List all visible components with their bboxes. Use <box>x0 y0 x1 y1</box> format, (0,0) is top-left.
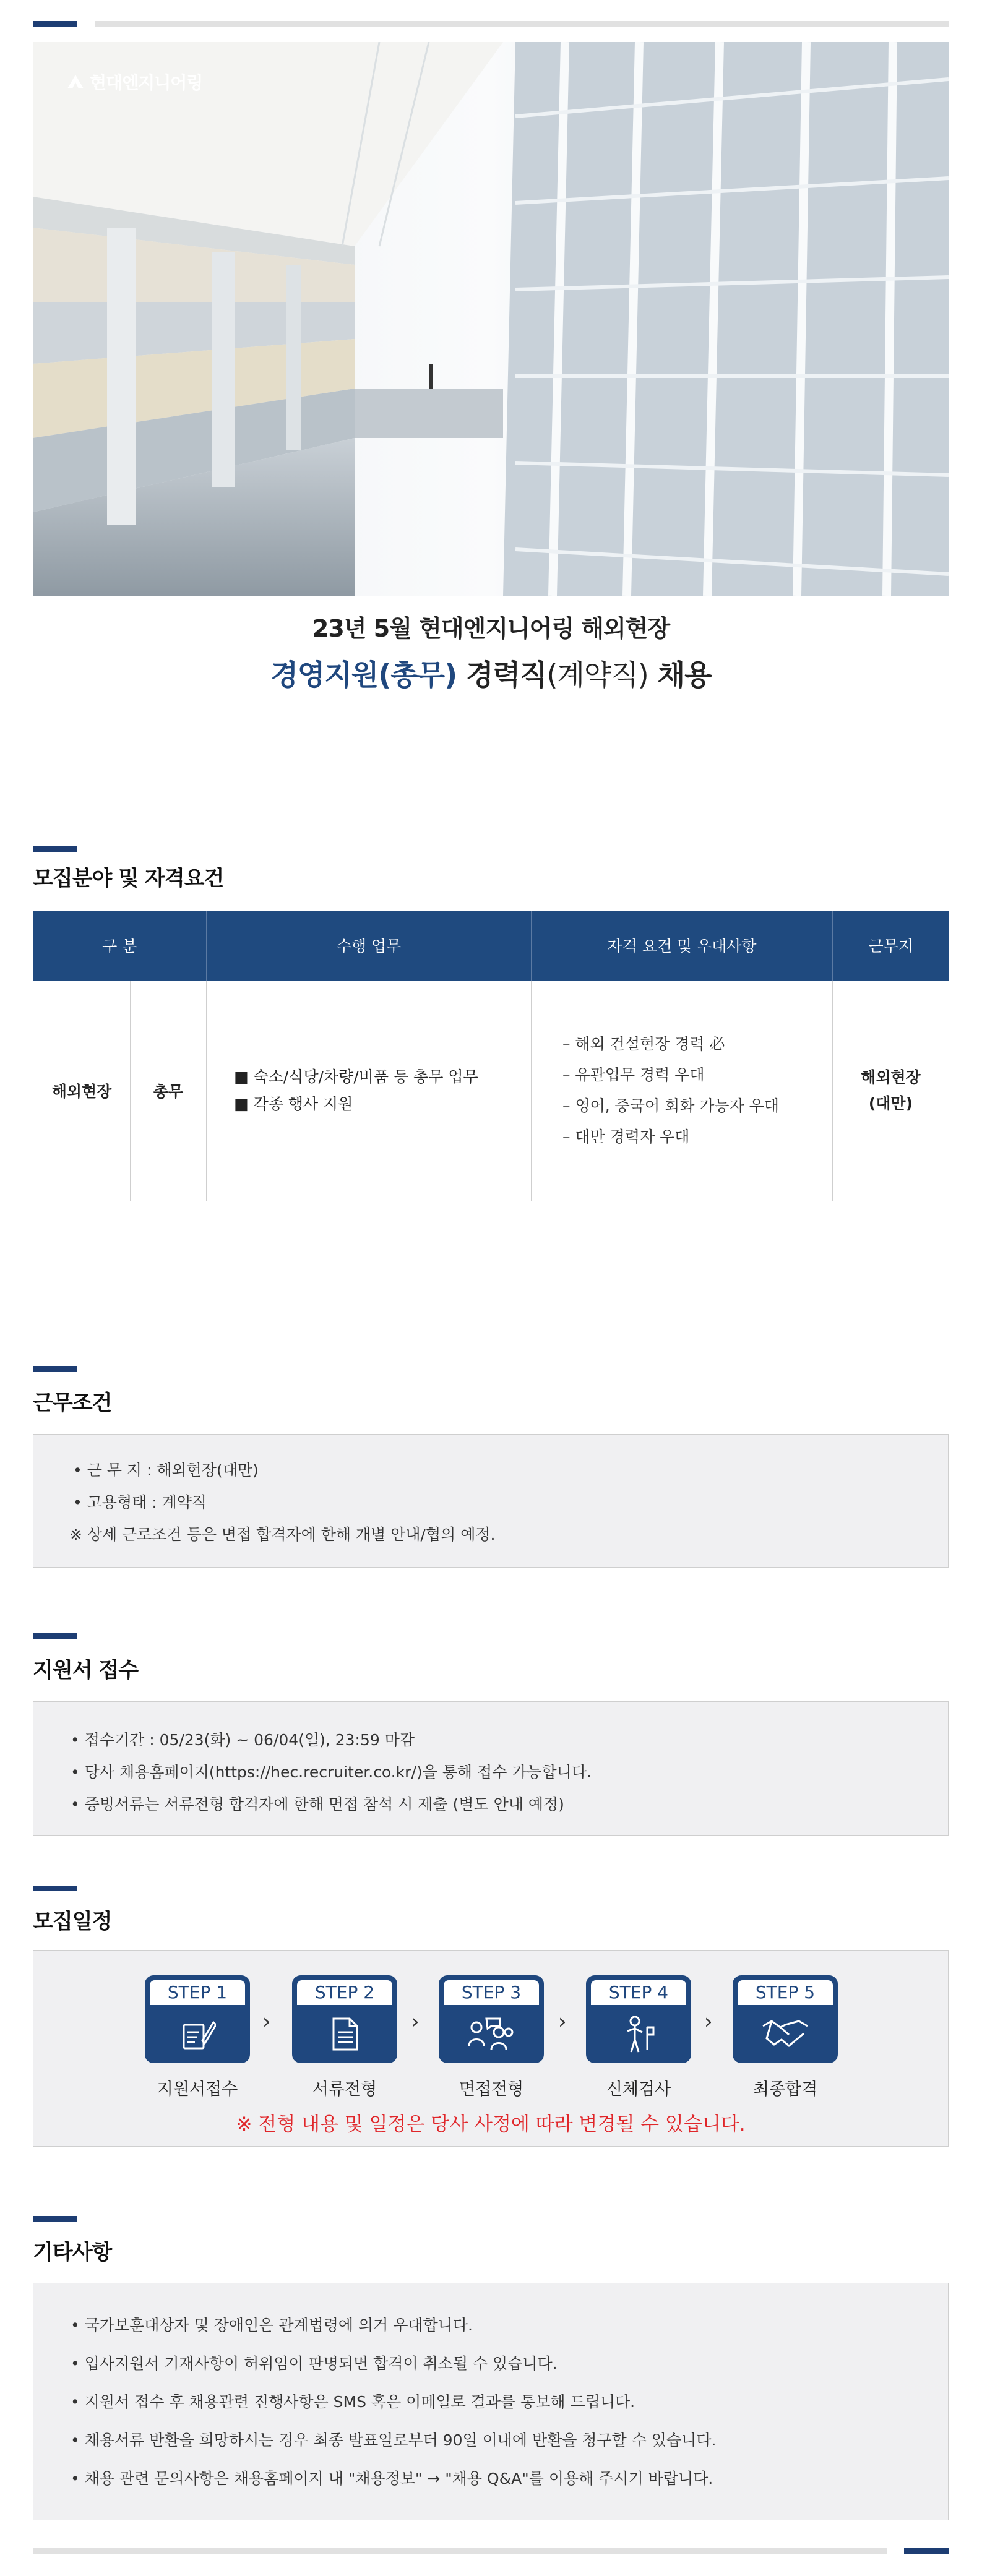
company-logo <box>66 69 202 94</box>
location-country: (대만) <box>868 1094 913 1112</box>
application-box <box>33 1701 949 1836</box>
duty-item: ■ 각종 행사 지원 <box>234 1095 353 1113</box>
qual-item: – 해외 건설현장 경력 必 <box>562 1035 725 1053</box>
step-3 <box>439 1975 544 2100</box>
step-number: STEP 3 <box>444 1980 539 2005</box>
schedule-notice: ※ 전형 내용 및 일정은 당사 사정에 따라 변경될 수 있습니다. <box>236 2113 746 2136</box>
cell-field: 해외현장 <box>33 981 131 1201</box>
handshake-icon <box>762 2015 809 2052</box>
step-5 <box>733 1975 838 2100</box>
header-location: 근무지 <box>833 911 949 981</box>
conditions-box <box>33 1434 949 1568</box>
chevron-right-icon: › <box>411 2009 420 2034</box>
application-item: • 접수기간 : 05/23(화) ~ 06/04(일), 23:59 마감 <box>71 1731 415 1749</box>
table-header-row <box>33 911 949 981</box>
application-item: • 당사 채용홈페이지(https://hec.recruiter.co.kr/)을 통해 접수 가능합니다. <box>71 1763 592 1781</box>
section-marker <box>33 846 77 852</box>
step-number: STEP 4 <box>591 1980 686 2005</box>
etc-item: • 국가보훈대상자 및 장애인은 관계법령에 의거 우대합니다. <box>71 2316 473 2334</box>
cell-duties <box>207 981 532 1201</box>
table-row <box>33 981 949 1201</box>
headline-type: 경력직 <box>466 658 547 692</box>
step-1 <box>145 1975 250 2100</box>
section-title-application: 지원서 접수 <box>33 1658 139 1683</box>
section-marker <box>33 1886 77 1891</box>
etc-item: • 채용서류 반환을 희망하시는 경우 최종 발표일로부터 90일 이내에 반환을 청구할 수 있습니다. <box>71 2431 717 2449</box>
qual-item: – 영어, 중국어 회화 가능자 우대 <box>562 1097 779 1115</box>
requirements-table <box>33 911 949 1201</box>
section-marker <box>33 2216 77 2222</box>
headline-contract: (계약직) <box>546 658 648 692</box>
condition-item: • 고용형태 : 계약직 <box>73 1493 207 1511</box>
duty-item: ■ 숙소/식당/차량/비품 등 총무 업무 <box>234 1068 478 1086</box>
step-label: 면접전형 <box>459 2080 524 2099</box>
location-name: 해외현장 <box>861 1068 921 1086</box>
qual-item: – 대만 경력자 우대 <box>562 1128 690 1146</box>
header-category: 구 분 <box>33 911 207 981</box>
step-label: 지원서접수 <box>157 2080 238 2099</box>
schedule-box <box>33 1950 949 2147</box>
application-item: • 증빙서류는 서류전형 합격자에 한해 면접 참석 시 제출 (별도 안내 예정) <box>71 1795 564 1813</box>
section-marker <box>33 1366 77 1372</box>
top-divider <box>33 21 949 27</box>
etc-item: • 지원서 접수 후 채용관련 진행사항은 SMS 혹은 이메일로 결과를 통보해 드립니다. <box>71 2393 635 2411</box>
cell-role: 총무 <box>131 981 207 1201</box>
medical-check-icon <box>620 2015 657 2056</box>
chevron-right-icon: › <box>704 2009 713 2034</box>
step-label: 신체검사 <box>606 2080 671 2099</box>
logo-text: 현대엔지니어링 <box>90 72 203 93</box>
condition-note: ※ 상세 근로조건 등은 면접 합격자에 한해 개별 안내/협의 예정. <box>69 1526 496 1543</box>
header-duties: 수행 업무 <box>207 911 532 981</box>
bottom-divider <box>33 2548 949 2554</box>
step-label: 최종합격 <box>752 2080 818 2099</box>
headline-tail: 채용 <box>657 658 712 692</box>
hero-image <box>33 42 949 596</box>
headline-line2 <box>0 653 982 693</box>
etc-item: • 입사지원서 기재사항이 허위임이 판명되면 합격이 취소될 수 있습니다. <box>71 2355 558 2372</box>
step-2 <box>292 1975 397 2100</box>
step-label: 서류전형 <box>312 2080 377 2099</box>
chevron-right-icon: › <box>558 2009 567 2034</box>
step-number: STEP 5 <box>738 1980 833 2005</box>
document-pen-icon <box>179 2015 216 2054</box>
etc-item: • 채용 관련 문의사항은 채용홈페이지 내 "채용정보" → "채용 Q&A"를 이용해 주시기 바랍니다. <box>71 2470 713 2488</box>
document-icon <box>329 2015 361 2054</box>
header-qualifications: 자격 요건 및 우대사항 <box>532 911 833 981</box>
section-marker <box>33 1633 77 1639</box>
section-title-conditions: 근무조건 <box>33 1391 112 1415</box>
step-number: STEP 1 <box>150 1980 245 2005</box>
step-number: STEP 2 <box>297 1980 392 2005</box>
cell-location <box>833 981 949 1201</box>
headline-position: 경영지원(총무) <box>270 658 457 692</box>
section-title-etc: 기타사항 <box>33 2240 112 2265</box>
etc-box <box>33 2283 949 2520</box>
interview-icon <box>468 2015 515 2054</box>
headline-line1: 23년 5월 현대엔지니어링 해외현장 <box>312 615 670 642</box>
chevron-right-icon: › <box>262 2009 271 2034</box>
step-4 <box>586 1975 691 2100</box>
section-title-schedule: 모집일정 <box>33 1909 112 1934</box>
qual-item: – 유관업무 경력 우대 <box>562 1066 705 1084</box>
cell-qualifications <box>532 981 833 1201</box>
section-title-requirements: 모집분야 및 자격요건 <box>33 866 224 891</box>
condition-item: • 근 무 지 : 해외현장(대만) <box>73 1461 259 1479</box>
